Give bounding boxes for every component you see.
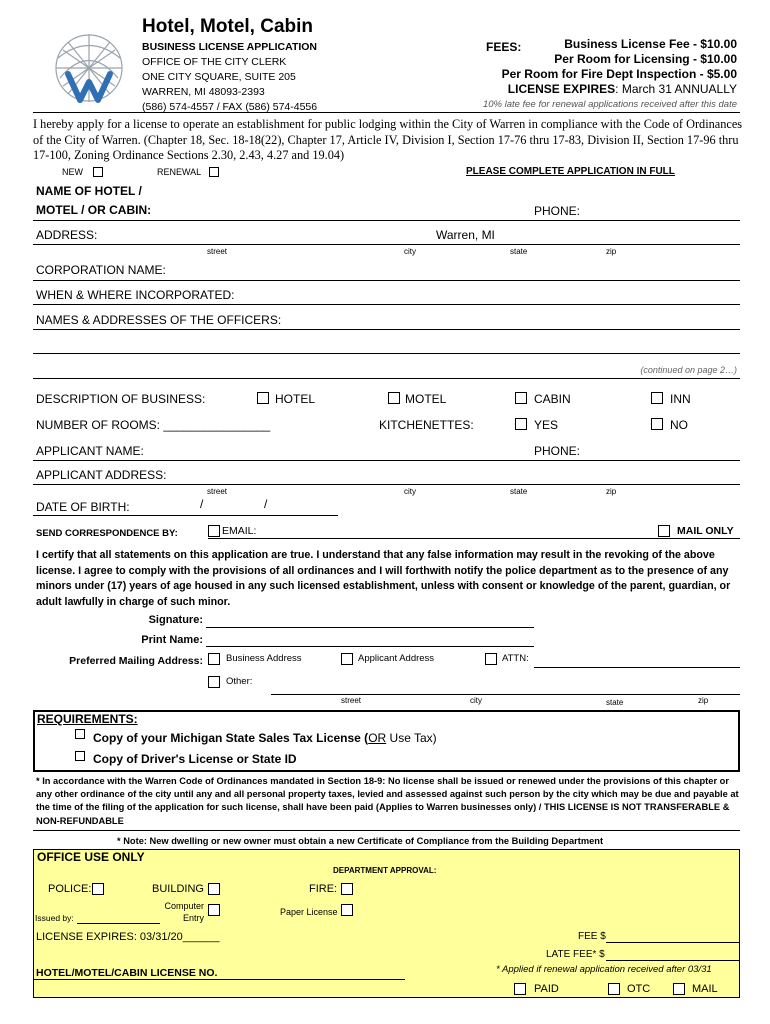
mail-label: MAIL: [692, 983, 718, 995]
attn-field[interactable]: [534, 667, 740, 668]
applicant-name-label: APPLICANT NAME:: [36, 444, 144, 458]
license-expires-field: LICENSE EXPIRES: 03/31/20______: [36, 931, 220, 943]
otc-label: OTC: [627, 983, 651, 995]
applicant-address-option: Applicant Address: [358, 653, 435, 664]
attn-label: ATTN:: [502, 653, 529, 664]
applicant-phone-label: PHONE:: [534, 444, 581, 458]
inn-option: INN: [670, 392, 691, 406]
continued-note: (continued on page 2…): [640, 365, 737, 375]
header-line: ONE CITY SQUARE, SUITE 205: [142, 71, 296, 83]
paper-license-label: Paper License: [280, 907, 338, 917]
address-field[interactable]: [33, 244, 740, 245]
corporation-label: CORPORATION NAME:: [36, 263, 166, 277]
officers-field-2[interactable]: [33, 353, 740, 354]
requirement-1-or: OR: [368, 731, 387, 745]
kitchenettes-no: NO: [670, 418, 688, 432]
cabin-option: CABIN: [534, 392, 571, 406]
incorporated-label: WHEN & WHERE INCORPORATED:: [36, 288, 235, 302]
department-approval-label: DEPARTMENT APPROVAL:: [333, 866, 437, 875]
address-city-value: Warren, MI: [436, 228, 495, 242]
fees-block: [502, 37, 737, 97]
street-caption: street: [341, 696, 362, 705]
license-expires-label: LICENSE EXPIRES: [507, 82, 616, 96]
fire-checkbox[interactable]: [341, 883, 353, 895]
state-caption: state: [606, 698, 624, 707]
kitchenettes-label: KITCHENETTES:: [379, 418, 474, 432]
business-address-checkbox[interactable]: [208, 653, 220, 665]
kitchenettes-yes: YES: [534, 418, 559, 432]
requirement-1: [93, 731, 437, 745]
fee-field[interactable]: [606, 942, 740, 943]
fee-line: Business License Fee - $10.00: [564, 37, 737, 51]
intro-paragraph: I hereby apply for a license to operate an establishment for public lodging within the City of Warren in compliance with the Code of Ordinances of the City of Warren. (Chapter 18, Sec. 18-18(22), Chapter 17, Article IV, Division I, Section 17-76 thru 17-83, Division II, Section 17-96 thru 17-100, Zoning Ordinance Sections 2.30, 2.43, 4.27 and 19.04): [33, 117, 743, 162]
other-label: Other:: [226, 676, 253, 687]
late-fee-note: * Applied if renewal application received after 03/31: [496, 964, 712, 975]
fee-line: Per Room for Licensing - $10.00: [554, 52, 737, 66]
fee-line: Per Room for Fire Dept Inspection - $5.00: [501, 67, 737, 81]
renewal-checkbox[interactable]: [209, 167, 219, 177]
mail-only-label: MAIL ONLY: [677, 525, 734, 537]
header-line: BUSINESS LICENSE APPLICATION: [142, 41, 318, 53]
hotel-checkbox[interactable]: [257, 392, 269, 404]
officers-field-1[interactable]: [33, 329, 740, 330]
signature-field[interactable]: [206, 627, 534, 628]
street-caption: street: [207, 247, 228, 256]
cabin-checkbox[interactable]: [515, 392, 527, 404]
certification-paragraph: I certify that all statements on this application are true. I understand that any false information may result in the revoking of the above license. I agree to comply with the provisions of all ordinances and I will forthwith notify the police department as to the presence of any minors under (17) years of age housed in any such licensed establishment, unless with consent or knowledge of the parent, guardian, or adult lawfully in charge of such minor.: [36, 549, 731, 609]
email-field[interactable]: [208, 538, 740, 539]
city-caption: city: [404, 247, 416, 256]
applicant-address-label: APPLICANT ADDRESS:: [36, 468, 167, 482]
issued-by-field[interactable]: [77, 923, 160, 924]
preferred-mailing-label: Preferred Mailing Address:: [69, 655, 203, 667]
late-fee-note: 10% late fee for renewal applications received after this date: [482, 99, 737, 110]
issued-by-label: Issued by:: [35, 913, 74, 923]
new-label: NEW: [62, 167, 83, 177]
computer-label: Computer: [164, 901, 204, 911]
description-label: DESCRIPTION OF BUSINESS:: [36, 392, 206, 406]
send-correspondence-label: SEND CORRESPONDENCE BY:: [36, 528, 178, 539]
dob-field[interactable]: [33, 515, 338, 516]
applicant-address-field[interactable]: [33, 484, 740, 485]
dob-slash-2: /: [264, 497, 268, 511]
officers-field-3[interactable]: [33, 378, 740, 379]
new-checkbox[interactable]: [93, 167, 103, 177]
complete-notice: PLEASE COMPLETE APPLICATION IN FULL: [466, 166, 675, 177]
office-use-title: OFFICE USE ONLY: [37, 850, 145, 864]
requirement-2-checkbox[interactable]: [75, 751, 85, 761]
license-number-field[interactable]: [33, 979, 405, 980]
rooms-label: NUMBER OF ROOMS: ________________: [36, 418, 271, 432]
paper-license-checkbox[interactable]: [341, 904, 353, 916]
mail-only-checkbox[interactable]: [658, 525, 670, 537]
requirement-1-text-b: Use Tax): [386, 731, 437, 745]
attn-checkbox[interactable]: [485, 653, 497, 665]
applicant-address-checkbox[interactable]: [341, 653, 353, 665]
page-title: Hotel, Motel, Cabin: [142, 16, 313, 37]
fee-label: FEE $: [578, 931, 606, 942]
requirements-title: REQUIREMENTS:: [37, 712, 138, 726]
hotel-option: HOTEL: [275, 392, 316, 406]
late-fee-label: LATE FEE* $: [546, 949, 605, 960]
signature-label: Signature:: [148, 614, 203, 626]
other-address-field[interactable]: [271, 694, 740, 695]
paid-checkbox[interactable]: [514, 983, 526, 995]
entry-label: Entry: [182, 913, 204, 923]
print-name-label: Print Name:: [141, 634, 203, 646]
motel-checkbox[interactable]: [388, 392, 400, 404]
header-office-info: [142, 40, 317, 115]
applicant-name-field[interactable]: [33, 460, 740, 461]
otc-checkbox[interactable]: [608, 983, 620, 995]
header-line: OFFICE OF THE CITY CLERK: [142, 56, 287, 68]
motel-option: MOTEL: [405, 392, 447, 406]
dob-slash-1: /: [200, 497, 204, 511]
city-logo: [48, 28, 130, 110]
mail-checkbox[interactable]: [673, 983, 685, 995]
phone-label: PHONE:: [534, 204, 581, 218]
state-caption: state: [510, 247, 528, 256]
print-name-field[interactable]: [206, 646, 534, 647]
officers-label: NAMES & ADDRESSES OF THE OFFICERS:: [36, 313, 282, 327]
kitchenettes-no-checkbox[interactable]: [651, 418, 663, 430]
requirement-1-text-a: Copy of your Michigan State Sales Tax License (: [93, 731, 369, 745]
city-caption: city: [404, 487, 416, 496]
late-fee-field[interactable]: [606, 960, 740, 961]
state-caption: state: [510, 487, 528, 496]
ordinance-note: * In accordance with the Warren Code of Ordinances mandated in Section 18-9: No license shall be issued or renewed under the provisions of this chapter or any other ordinance of the city until any and all personal property taxes, levied and assessed against such person by the city which may be due and payable at the time of the filing of the application for such license, shall have been paid (Applies to Warren businesses only) / THIS LICENSE IS NOT TRANSFERABLE & NON-REFUNDABLE: [36, 776, 739, 826]
hotel-name-label-1: NAME OF HOTEL /: [36, 184, 142, 198]
police-checkbox[interactable]: [92, 883, 104, 895]
header-line: (586) 574-4557 / FAX (586) 574-4556: [142, 101, 318, 113]
dob-label: DATE OF BIRTH:: [36, 500, 130, 514]
incorporated-field[interactable]: [33, 304, 740, 305]
inn-checkbox[interactable]: [651, 392, 663, 404]
zip-caption: zip: [698, 696, 709, 705]
building-label: BUILDING: [152, 883, 204, 895]
license-expires-value: : March 31 ANNUALLY: [615, 82, 737, 96]
requirement-1-checkbox[interactable]: [75, 729, 85, 739]
logo-graphic: [48, 28, 130, 110]
zip-caption: zip: [606, 487, 617, 496]
kitchenettes-yes-checkbox[interactable]: [515, 418, 527, 430]
email-label: EMAIL:: [222, 525, 257, 537]
computer-entry-label: [160, 900, 204, 924]
header-line: WARREN, MI 48093-2393: [142, 86, 265, 98]
header-divider: [33, 112, 740, 113]
dwelling-note: * Note: New dwelling or new owner must obtain a new Certificate of Compliance from the Building Department: [117, 836, 604, 846]
building-checkbox[interactable]: [208, 883, 220, 895]
license-number-label: HOTEL/MOTEL/CABIN LICENSE NO.: [36, 967, 218, 979]
corporation-field[interactable]: [33, 280, 740, 281]
ordinance-divider: [33, 830, 740, 831]
fees-label: FEES:: [486, 40, 522, 54]
fire-label: FIRE:: [309, 883, 338, 895]
zip-caption: zip: [606, 247, 617, 256]
street-caption: street: [207, 487, 228, 496]
email-checkbox[interactable]: [208, 525, 220, 537]
computer-entry-checkbox[interactable]: [208, 904, 220, 916]
police-label: POLICE:: [48, 883, 92, 895]
hotel-name-field[interactable]: [33, 220, 740, 221]
business-address-option: Business Address: [226, 653, 302, 664]
hotel-name-label-2: MOTEL / OR CABIN:: [36, 203, 152, 217]
renewal-label: RENEWAL: [157, 167, 202, 177]
requirement-2: Copy of Driver's License or State ID: [93, 752, 297, 766]
license-expires-line: [502, 82, 737, 97]
paid-label: PAID: [534, 983, 559, 995]
city-caption: city: [470, 696, 482, 705]
address-label: ADDRESS:: [36, 228, 98, 242]
other-checkbox[interactable]: [208, 676, 220, 688]
